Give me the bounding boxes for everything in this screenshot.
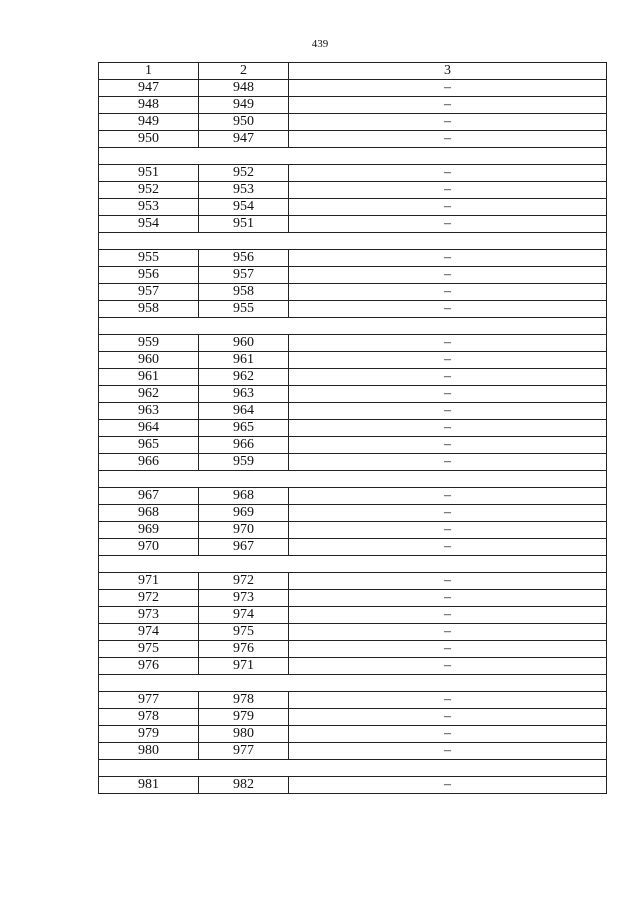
table-cell-col-2: 958 — [199, 284, 289, 301]
table-cell-col-2: 962 — [199, 369, 289, 386]
table-cell-col-1: 966 — [99, 454, 199, 471]
table-cell-col-1: 954 — [99, 216, 199, 233]
table-cell-col-1: 973 — [99, 607, 199, 624]
group-separator-row — [99, 675, 607, 692]
table-cell-col-1: 952 — [99, 182, 199, 199]
table-cell-col-1: 949 — [99, 114, 199, 131]
table-cell-col-1: 958 — [99, 301, 199, 318]
table-cell-col-2: 965 — [199, 420, 289, 437]
table-row — [99, 454, 607, 471]
table-row — [99, 335, 607, 352]
table-row — [99, 216, 607, 233]
table-cell-col-3: – — [289, 335, 607, 352]
table-cell-col-2: 966 — [199, 437, 289, 454]
table-cell-col-2: 977 — [199, 743, 289, 760]
table-cell-col-3: – — [289, 386, 607, 403]
table-cell-col-1: 968 — [99, 505, 199, 522]
group-separator-row — [99, 471, 607, 488]
table-row — [99, 182, 607, 199]
table-row — [99, 709, 607, 726]
table-cell-col-2: 948 — [199, 80, 289, 97]
table-cell-col-1: 976 — [99, 658, 199, 675]
table-row — [99, 692, 607, 709]
table-cell-col-1: 948 — [99, 97, 199, 114]
table-row — [99, 607, 607, 624]
table-cell-col-1: 969 — [99, 522, 199, 539]
group-separator-row — [99, 233, 607, 250]
group-separator-cell — [99, 318, 607, 335]
table-row — [99, 658, 607, 675]
table-cell-col-3: – — [289, 216, 607, 233]
table-cell-col-2: 978 — [199, 692, 289, 709]
table-cell-col-1: 950 — [99, 131, 199, 148]
table-row — [99, 131, 607, 148]
table-cell-col-2: 969 — [199, 505, 289, 522]
table-cell-col-1: 970 — [99, 539, 199, 556]
table-cell-col-2: 976 — [199, 641, 289, 658]
table-cell-col-2: 954 — [199, 199, 289, 216]
group-separator-row — [99, 148, 607, 165]
table-cell-col-2: 956 — [199, 250, 289, 267]
table-cell-col-1: 967 — [99, 488, 199, 505]
table-cell-col-2: 952 — [199, 165, 289, 182]
table-cell-col-1: 962 — [99, 386, 199, 403]
table-cell-col-3: – — [289, 658, 607, 675]
table-cell-col-2: 949 — [199, 97, 289, 114]
table-cell-col-3: – — [289, 80, 607, 97]
table-cell-col-1: 953 — [99, 199, 199, 216]
table-cell-col-2: 960 — [199, 335, 289, 352]
table-row — [99, 386, 607, 403]
table-cell-col-3: – — [289, 165, 607, 182]
table-cell-col-1: 980 — [99, 743, 199, 760]
group-separator-cell — [99, 233, 607, 250]
data-table-container — [98, 62, 606, 794]
table-cell-col-3: – — [289, 267, 607, 284]
table-cell-col-3: – — [289, 709, 607, 726]
header-row — [99, 63, 607, 80]
table-cell-col-3: – — [289, 488, 607, 505]
table-cell-col-1: 955 — [99, 250, 199, 267]
table-cell-col-2: 947 — [199, 131, 289, 148]
table-row — [99, 97, 607, 114]
table-row — [99, 267, 607, 284]
table-cell-col-2: 963 — [199, 386, 289, 403]
group-separator-cell — [99, 760, 607, 777]
table-cell-col-2: 975 — [199, 624, 289, 641]
table-cell-col-2: 951 — [199, 216, 289, 233]
data-table — [98, 62, 607, 794]
table-cell-col-3: – — [289, 369, 607, 386]
table-row — [99, 539, 607, 556]
table-cell-col-1: 972 — [99, 590, 199, 607]
table-cell-col-1: 961 — [99, 369, 199, 386]
table-cell-col-3: – — [289, 250, 607, 267]
table-cell-col-3: – — [289, 131, 607, 148]
table-cell-col-2: 980 — [199, 726, 289, 743]
table-cell-col-3: – — [289, 284, 607, 301]
table-row — [99, 488, 607, 505]
group-separator-row — [99, 556, 607, 573]
table-row — [99, 522, 607, 539]
table-row — [99, 590, 607, 607]
table-cell-col-3: – — [289, 726, 607, 743]
table-row — [99, 369, 607, 386]
table-cell-col-1: 981 — [99, 777, 199, 794]
table-cell-col-1: 964 — [99, 420, 199, 437]
table-cell-col-2: 973 — [199, 590, 289, 607]
group-separator-row — [99, 318, 607, 335]
table-cell-col-1: 957 — [99, 284, 199, 301]
group-separator-row — [99, 760, 607, 777]
table-cell-col-1: 963 — [99, 403, 199, 420]
table-cell-col-2: 972 — [199, 573, 289, 590]
group-separator-cell — [99, 556, 607, 573]
table-row — [99, 726, 607, 743]
table-row — [99, 199, 607, 216]
table-cell-col-1: 975 — [99, 641, 199, 658]
table-cell-col-2: 959 — [199, 454, 289, 471]
table-cell-col-3: – — [289, 743, 607, 760]
table-cell-col-3: – — [289, 352, 607, 369]
table-cell-col-3: – — [289, 454, 607, 471]
table-cell-col-1: 947 — [99, 80, 199, 97]
table-cell-col-1: 974 — [99, 624, 199, 641]
table-row — [99, 573, 607, 590]
table-cell-col-1: 959 — [99, 335, 199, 352]
group-separator-cell — [99, 675, 607, 692]
table-cell-col-2: 982 — [199, 777, 289, 794]
table-row — [99, 250, 607, 267]
table-cell-col-3: – — [289, 573, 607, 590]
table-cell-col-3: – — [289, 182, 607, 199]
table-cell-col-1: 951 — [99, 165, 199, 182]
table-cell-col-3: – — [289, 301, 607, 318]
column-header-2: 2 — [199, 63, 289, 80]
table-cell-col-1: 965 — [99, 437, 199, 454]
table-cell-col-2: 964 — [199, 403, 289, 420]
group-separator-cell — [99, 148, 607, 165]
table-cell-col-1: 978 — [99, 709, 199, 726]
table-cell-col-3: – — [289, 692, 607, 709]
table-cell-col-1: 979 — [99, 726, 199, 743]
table-cell-col-1: 960 — [99, 352, 199, 369]
page-number: 439 — [311, 38, 329, 50]
table-cell-col-2: 957 — [199, 267, 289, 284]
table-cell-col-2: 974 — [199, 607, 289, 624]
table-row — [99, 624, 607, 641]
table-cell-col-1: 977 — [99, 692, 199, 709]
table-cell-col-3: – — [289, 505, 607, 522]
table-cell-col-2: 970 — [199, 522, 289, 539]
table-cell-col-3: – — [289, 403, 607, 420]
table-row — [99, 743, 607, 760]
table-cell-col-2: 961 — [199, 352, 289, 369]
table-row — [99, 420, 607, 437]
table-cell-col-3: – — [289, 199, 607, 216]
table-cell-col-2: 955 — [199, 301, 289, 318]
table-cell-col-3: – — [289, 522, 607, 539]
table-cell-col-2: 967 — [199, 539, 289, 556]
table-row — [99, 301, 607, 318]
table-cell-col-2: 979 — [199, 709, 289, 726]
table-cell-col-3: – — [289, 437, 607, 454]
group-separator-cell — [99, 471, 607, 488]
table-cell-col-3: – — [289, 624, 607, 641]
table-row — [99, 114, 607, 131]
table-cell-col-3: – — [289, 777, 607, 794]
table-cell-col-3: – — [289, 114, 607, 131]
table-row — [99, 80, 607, 97]
table-row — [99, 505, 607, 522]
table-cell-col-3: – — [289, 97, 607, 114]
column-header-3: 3 — [289, 63, 607, 80]
table-row — [99, 165, 607, 182]
table-cell-col-2: 953 — [199, 182, 289, 199]
table-cell-col-2: 950 — [199, 114, 289, 131]
table-cell-col-2: 971 — [199, 658, 289, 675]
table-row — [99, 352, 607, 369]
table-row — [99, 437, 607, 454]
table-body — [99, 80, 607, 794]
table-cell-col-1: 971 — [99, 573, 199, 590]
table-row — [99, 284, 607, 301]
table-row — [99, 777, 607, 794]
table-cell-col-3: – — [289, 420, 607, 437]
table-cell-col-1: 956 — [99, 267, 199, 284]
table-row — [99, 641, 607, 658]
table-row — [99, 403, 607, 420]
table-cell-col-2: 968 — [199, 488, 289, 505]
column-header-1: 1 — [99, 63, 199, 80]
table-cell-col-3: – — [289, 641, 607, 658]
table-cell-col-3: – — [289, 607, 607, 624]
table-cell-col-3: – — [289, 590, 607, 607]
table-cell-col-3: – — [289, 539, 607, 556]
